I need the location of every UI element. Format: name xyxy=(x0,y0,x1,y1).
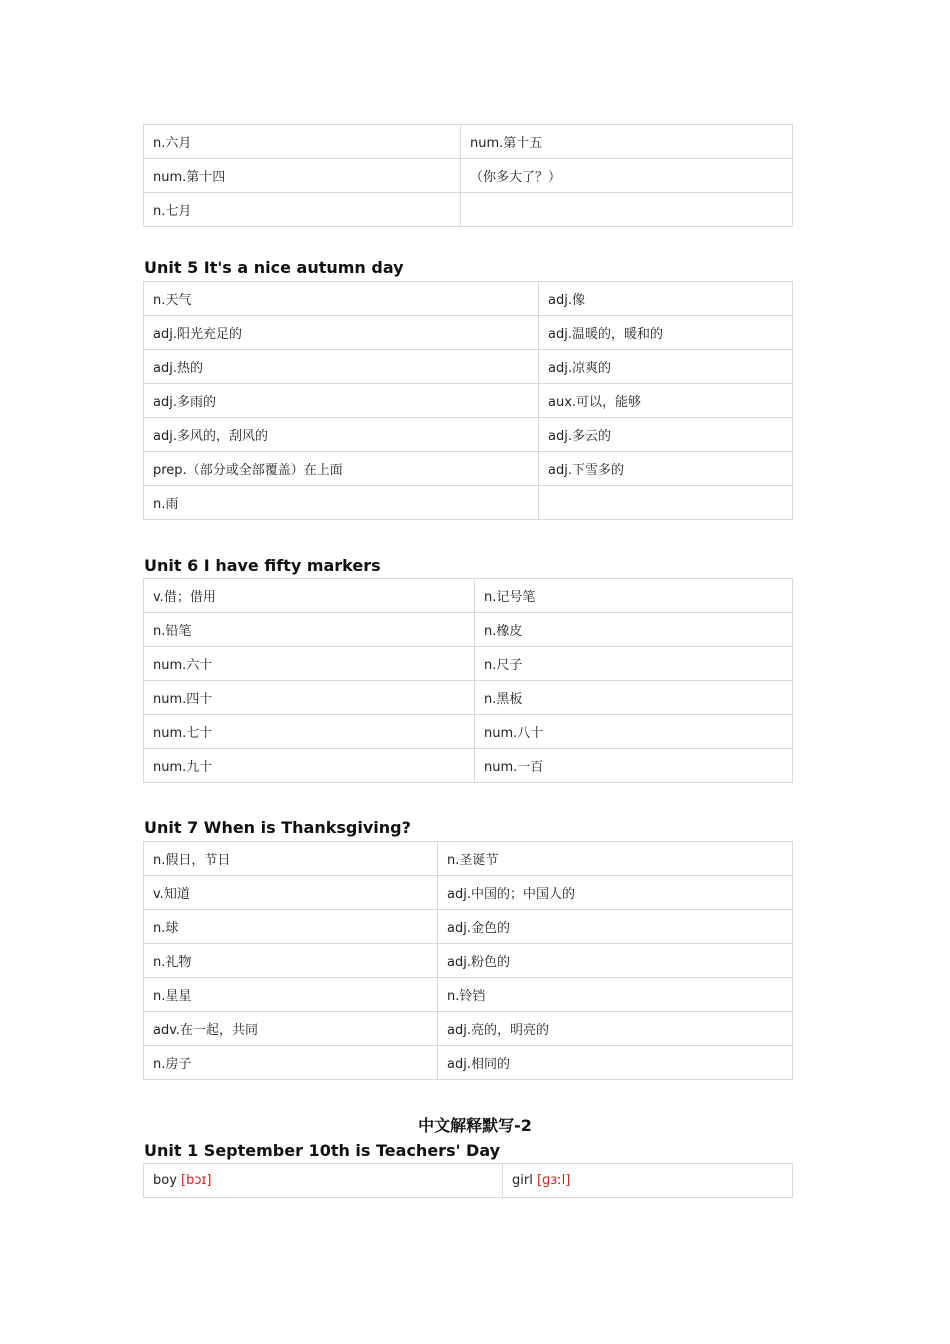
table-row xyxy=(144,193,793,227)
table-row xyxy=(144,876,793,910)
table-cell: n.星星 xyxy=(144,978,438,1012)
phonetic-text: [bɔɪ] xyxy=(181,1173,212,1188)
table-cell: adj.多风的，刮风的 xyxy=(144,418,539,452)
table-row xyxy=(144,1012,793,1046)
word-text: boy xyxy=(153,1173,177,1188)
table-row xyxy=(144,944,793,978)
unit5-heading: Unit 5 It's a nice autumn day xyxy=(144,258,404,277)
unit6-table-block xyxy=(143,578,792,783)
table-cell: n.记号笔 xyxy=(475,579,793,613)
vocab-table xyxy=(143,841,793,1080)
table-cell: n.尺子 xyxy=(475,647,793,681)
table-cell: n.橡皮 xyxy=(475,613,793,647)
table-row xyxy=(144,350,793,384)
table-row xyxy=(144,1164,793,1198)
unit7-table-block xyxy=(143,841,792,1080)
table-row xyxy=(144,647,793,681)
table-cell: n.六月 xyxy=(144,125,461,159)
table-row xyxy=(144,715,793,749)
vocab-table-continued xyxy=(143,124,792,227)
table-cell: num.第十五 xyxy=(461,125,793,159)
table-cell: adj.粉色的 xyxy=(438,944,793,978)
table-cell: adj.亮的，明亮的 xyxy=(438,1012,793,1046)
vocab-table xyxy=(143,1163,793,1198)
unit6-heading: Unit 6 I have fifty markers xyxy=(144,556,381,575)
table-cell: num.四十 xyxy=(144,681,475,715)
table-cell: adv.在一起，共同 xyxy=(144,1012,438,1046)
table-cell: num.九十 xyxy=(144,749,475,783)
table-cell: n.球 xyxy=(144,910,438,944)
word-text: girl xyxy=(512,1173,533,1188)
table-cell: prep.（部分或全部覆盖）在上面 xyxy=(144,452,539,486)
table-cell: adj.凉爽的 xyxy=(539,350,793,384)
vocab-table xyxy=(143,124,793,227)
table-cell: adj.金色的 xyxy=(438,910,793,944)
table-cell: num.七十 xyxy=(144,715,475,749)
table-cell: adj.多云的 xyxy=(539,418,793,452)
table-row xyxy=(144,579,793,613)
table-row xyxy=(144,282,793,316)
table-row xyxy=(144,452,793,486)
phonetic-text: [ɡɜːl] xyxy=(536,1173,571,1188)
table-cell: adj.热的 xyxy=(144,350,539,384)
table-cell: adj.多雨的 xyxy=(144,384,539,418)
section-title: 中文解释默写-2 xyxy=(418,1116,532,1135)
table-row xyxy=(144,159,793,193)
table-cell: n.房子 xyxy=(144,1046,438,1080)
table-cell: v.知道 xyxy=(144,876,438,910)
unit5-table-block xyxy=(143,281,792,520)
unit7-heading: Unit 7 When is Thanksgiving? xyxy=(144,818,411,837)
table-cell: num.八十 xyxy=(475,715,793,749)
table-cell: num.六十 xyxy=(144,647,475,681)
table-cell: n.天气 xyxy=(144,282,539,316)
table-cell: n.铅笔 xyxy=(144,613,475,647)
vocab-table xyxy=(143,281,793,520)
table-cell xyxy=(461,193,793,227)
table-cell: num.一百 xyxy=(475,749,793,783)
table-cell: adj.像 xyxy=(539,282,793,316)
table-cell: n.假日，节日 xyxy=(144,842,438,876)
table-cell: num.第十四 xyxy=(144,159,461,193)
table-row xyxy=(144,613,793,647)
table-cell xyxy=(539,486,793,520)
table-cell: n.黑板 xyxy=(475,681,793,715)
table-cell: n.雨 xyxy=(144,486,539,520)
table-cell xyxy=(144,1164,503,1198)
table-cell: adj.温暖的，暖和的 xyxy=(539,316,793,350)
table-cell: adj.阳光充足的 xyxy=(144,316,539,350)
table-cell: （你多大了？） xyxy=(461,159,793,193)
table-row xyxy=(144,125,793,159)
table-cell: adj.下雪多的 xyxy=(539,452,793,486)
table-cell: aux.可以，能够 xyxy=(539,384,793,418)
table-cell: v.借；借用 xyxy=(144,579,475,613)
table-cell xyxy=(503,1164,793,1198)
table-row xyxy=(144,681,793,715)
vocab-table xyxy=(143,578,793,783)
table-row xyxy=(144,486,793,520)
table-row xyxy=(144,910,793,944)
table-cell: n.七月 xyxy=(144,193,461,227)
table-row xyxy=(144,1046,793,1080)
table-cell: n.礼物 xyxy=(144,944,438,978)
unit1-table-block xyxy=(143,1163,792,1198)
table-cell: adj.中国的；中国人的 xyxy=(438,876,793,910)
table-cell: n.铃铛 xyxy=(438,978,793,1012)
table-row xyxy=(144,978,793,1012)
table-cell: adj.相同的 xyxy=(438,1046,793,1080)
table-row xyxy=(144,749,793,783)
table-row xyxy=(144,316,793,350)
table-row xyxy=(144,842,793,876)
unit1-heading: Unit 1 September 10th is Teachers' Day xyxy=(144,1141,501,1160)
table-cell: n.圣诞节 xyxy=(438,842,793,876)
table-row xyxy=(144,384,793,418)
table-row xyxy=(144,418,793,452)
